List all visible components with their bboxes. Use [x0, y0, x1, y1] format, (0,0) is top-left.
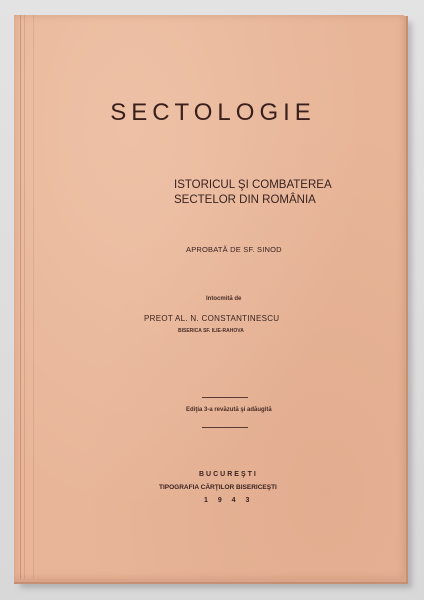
subtitle-line-2: SECTELOR DIN ROMÂNIA [174, 194, 316, 206]
book-title: SECTOLOGIE [110, 99, 316, 126]
edition-rule-top [202, 397, 248, 398]
edition-rule-bottom [202, 427, 248, 428]
publisher-name: TIPOGRAFIA CĂRŢILOR BISERICEŞTI [159, 484, 277, 491]
edition-note: Ediţia 3-a revăzută şi adăugită [186, 407, 272, 413]
author-church: BISERICA SF. ILIE-RAHOVA [178, 328, 244, 334]
subtitle-line-1: ISTORICUL ŞI COMBATEREA [174, 179, 332, 191]
approval-note: APROBATĂ DE SF. SINOD [186, 245, 282, 254]
book-subtitle [174, 178, 332, 208]
crafted-by-label: Intocmită de [206, 296, 242, 302]
book-cover [14, 15, 404, 579]
author-name: PREOT AL. N. CONSTANTINESCU [144, 314, 280, 323]
publication-city: BUCUREŞTI [199, 471, 258, 478]
publication-year: 1 9 4 3 [204, 497, 254, 504]
